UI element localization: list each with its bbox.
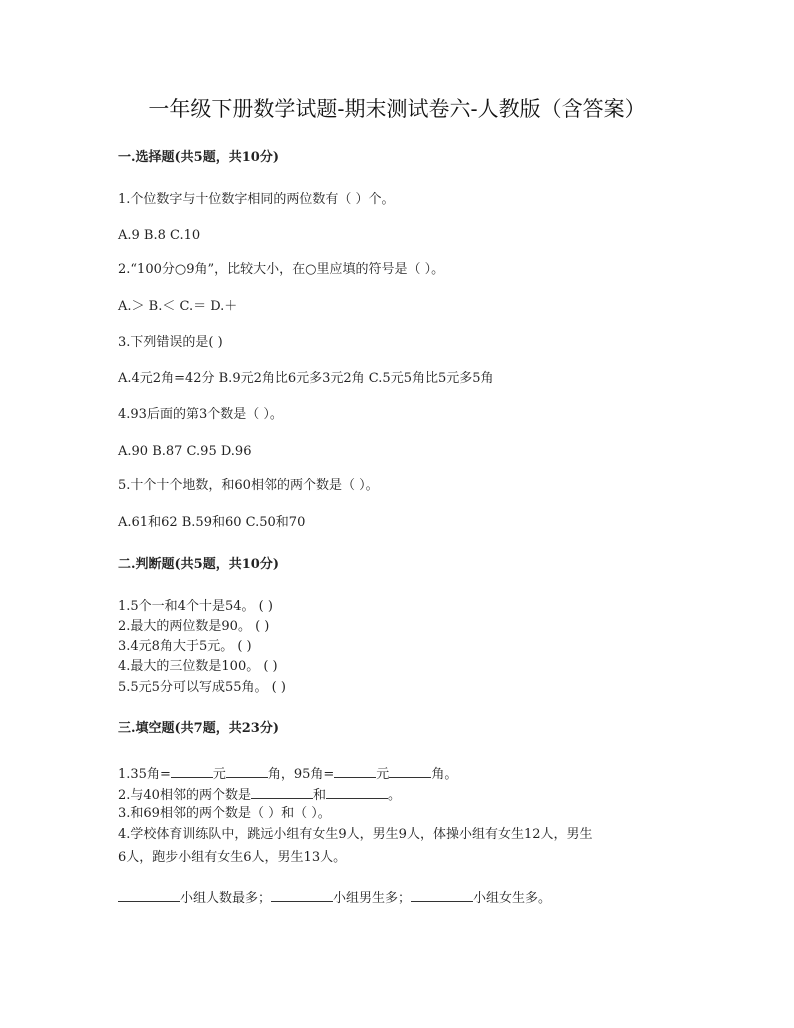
section-heading-judgement: 二.判断题(共5题，共10分) bbox=[118, 557, 279, 572]
fill-q4-text-a: 小组人数最多； bbox=[180, 891, 272, 906]
question-1-4-options: A.90 B.87 C.95 D.96 bbox=[118, 444, 252, 459]
question-1-3: 3.下列错误的是( ) bbox=[118, 335, 223, 350]
fill-q2-text-c: 。 bbox=[387, 788, 401, 803]
answer-blank[interactable] bbox=[411, 888, 473, 902]
fill-q1-text-e: 角。 bbox=[431, 767, 458, 782]
question-1-2: 2.“100分○9角”，比较大小，在○里应填的符号是（ ）。 bbox=[118, 262, 445, 277]
fill-q4-text-b: 小组男生多； bbox=[333, 891, 412, 906]
section-heading-choice: 一.选择题(共5题，共10分) bbox=[118, 150, 279, 165]
answer-blank[interactable] bbox=[271, 888, 333, 902]
answer-blank[interactable] bbox=[226, 764, 268, 778]
answer-blank[interactable] bbox=[326, 785, 388, 799]
judgement-item: 1.5个一和4个十是54。 ( ) bbox=[118, 599, 273, 614]
fill-question-3: 3.和69相邻的两个数是（ ）和（ ）。 bbox=[118, 806, 331, 821]
document-title: 一年级下册数学试题-期末测试卷六-人教版（含答案） bbox=[148, 97, 646, 121]
fill-question-1 bbox=[118, 764, 457, 783]
question-1-2-options: A.＞ B.＜ C.＝ D.＋ bbox=[118, 299, 238, 314]
question-1-3-options: A.4元2角=42分 B.9元2角比6元多3元2角 C.5元5角比5元多5角 bbox=[118, 371, 494, 386]
fill-q2-text-a: 2.与40相邻的两个数是 bbox=[118, 788, 251, 803]
fill-q1-text-b: 元 bbox=[212, 767, 226, 782]
section-heading-fill: 三.填空题(共7题，共23分) bbox=[118, 721, 279, 736]
fill-question-2 bbox=[118, 785, 401, 804]
answer-blank[interactable] bbox=[171, 764, 213, 778]
question-1-4: 4.93后面的第3个数是（ ）。 bbox=[118, 407, 283, 422]
fill-q1-text-a: 1.35角= bbox=[118, 767, 171, 782]
judgement-item: 5.5元5分可以写成55角。 ( ) bbox=[118, 680, 286, 695]
fill-question-4-line-2: 6人，跑步小组有女生6人，男生13人。 bbox=[118, 850, 347, 865]
fill-question-4-line-1: 4.学校体育训练队中，跳远小组有女生9人，男生9人，体操小组有女生12人，男生 bbox=[118, 827, 593, 842]
judgement-item: 2.最大的两位数是90。 ( ) bbox=[118, 619, 270, 634]
fill-question-4-answers bbox=[118, 888, 551, 907]
answer-blank[interactable] bbox=[389, 764, 431, 778]
question-1-5: 5.十个十个地数，和60相邻的两个数是（ ）。 bbox=[118, 478, 379, 493]
fill-q1-text-c: 角，95角= bbox=[267, 767, 335, 782]
question-1-1-options: A.9 B.8 C.10 bbox=[118, 228, 201, 243]
answer-blank[interactable] bbox=[251, 785, 313, 799]
fill-q2-text-b: 和 bbox=[312, 788, 326, 803]
question-1-1: 1.个位数字与十位数字相同的两位数有（ ）个。 bbox=[118, 192, 395, 207]
question-1-5-options: A.61和62 B.59和60 C.50和70 bbox=[118, 515, 306, 530]
judgement-item: 3.4元8角大于5元。 ( ) bbox=[118, 639, 252, 654]
answer-blank[interactable] bbox=[334, 764, 376, 778]
fill-q4-text-c: 小组女生多。 bbox=[473, 891, 552, 906]
answer-blank[interactable] bbox=[118, 888, 180, 902]
judgement-item: 4.最大的三位数是100。 ( ) bbox=[118, 659, 278, 674]
fill-q1-text-d: 元 bbox=[376, 767, 390, 782]
